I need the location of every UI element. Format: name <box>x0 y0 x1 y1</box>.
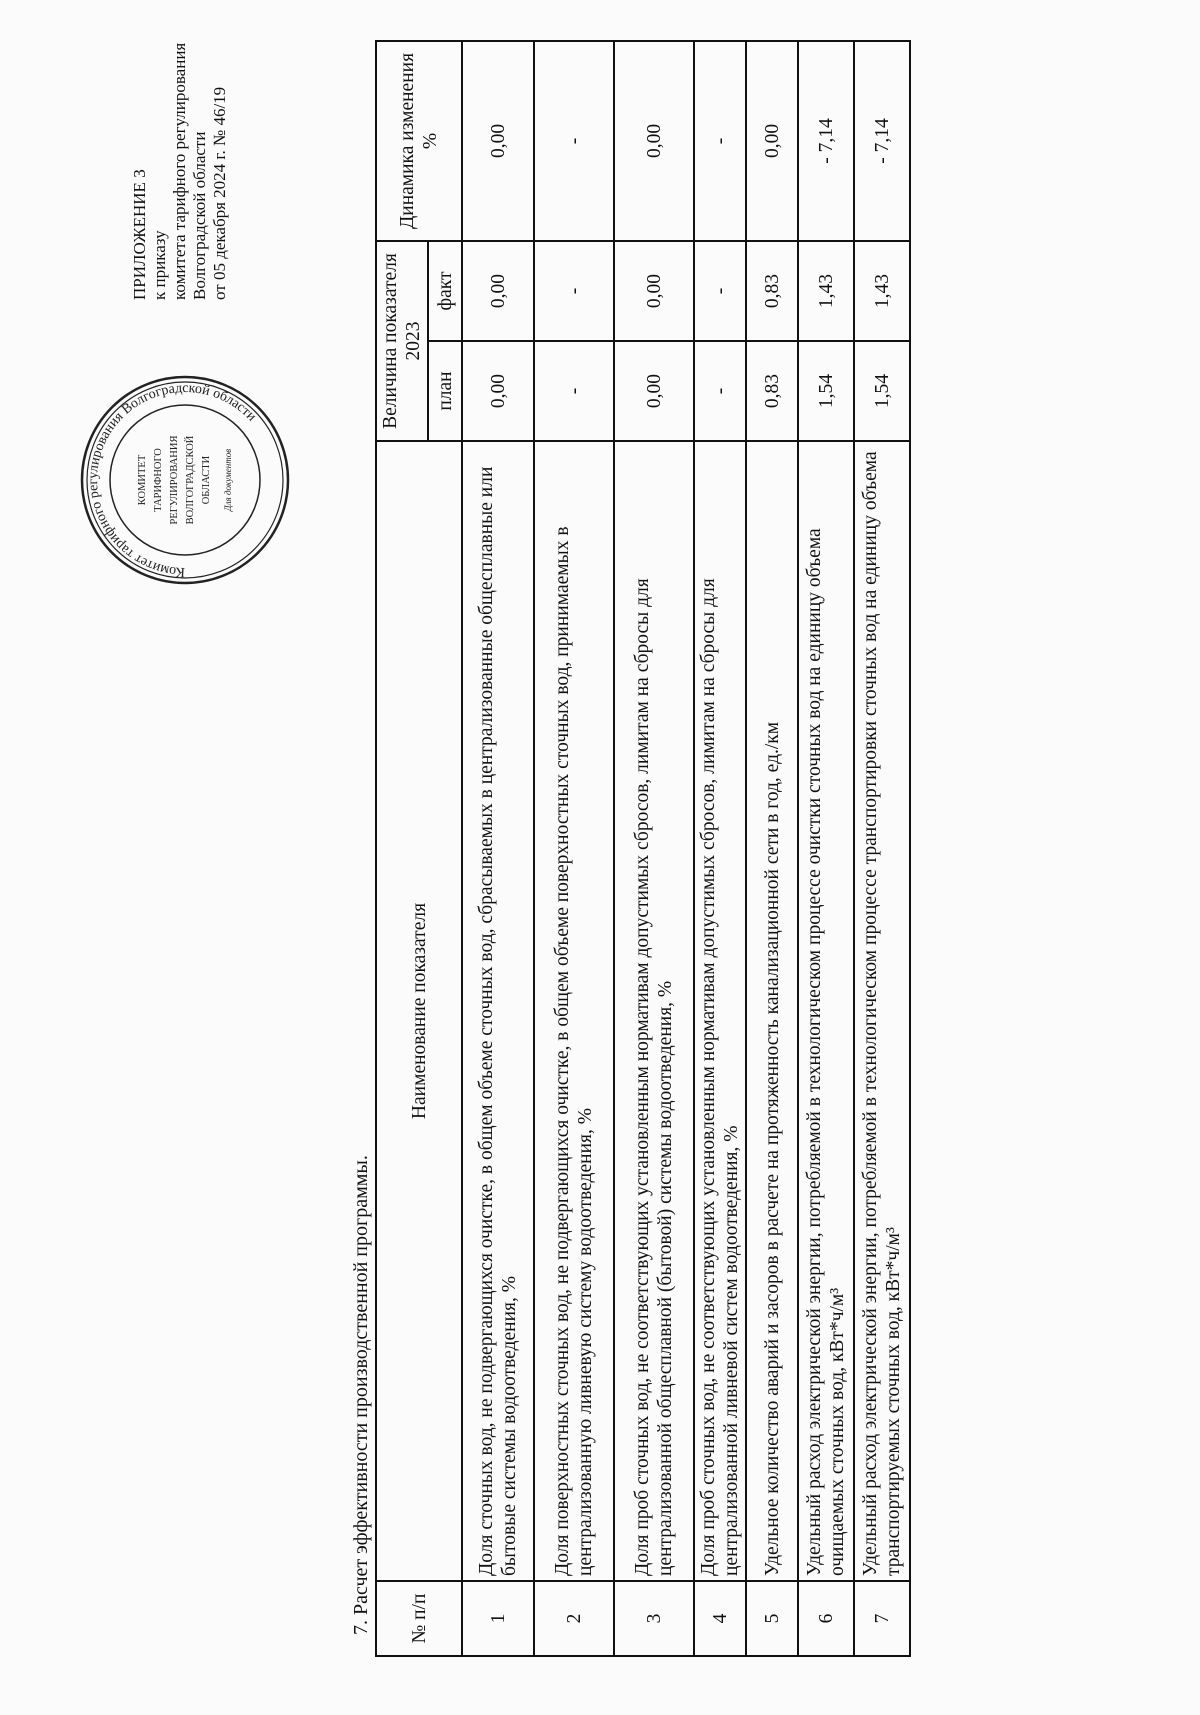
row-number: 2 <box>534 1581 614 1656</box>
table-row <box>746 41 798 1656</box>
indicator-name: Удельный расход электрической энергии, потребляемой в технологическом процессе очистки сточных вод на единицу объема очищаемых сточных вод, кВт*ч/м³ <box>798 441 854 1581</box>
header-name: Наименование показателя <box>376 441 462 1581</box>
row-number: 7 <box>854 1581 910 1656</box>
efficiency-table <box>375 40 911 1657</box>
header-dynamics: Динамика изменения % <box>376 41 462 241</box>
table-row <box>534 41 614 1656</box>
fact-value: 0,83 <box>746 241 798 341</box>
row-number: 4 <box>694 1581 746 1656</box>
region: Волгоградской области <box>190 131 209 300</box>
document-header <box>130 10 230 300</box>
fact-value: 1,43 <box>854 241 910 341</box>
header-value-group: Величина показателя 2023 <box>376 241 428 441</box>
plan-value: 0,00 <box>462 341 534 441</box>
dynamics-value: - <box>694 41 746 241</box>
order-date-number: от 05 декабря 2024 г. № 46/19 <box>210 86 229 300</box>
official-seal <box>75 370 295 590</box>
row-number: 5 <box>746 1581 798 1656</box>
indicator-name: Доля проб сточных вод, не соответствующих установленным нормативам допустимых сбросов, лимитам на сбросы для централизованной ливневой систем водоотведения, % <box>694 441 746 1581</box>
table-row <box>854 41 910 1656</box>
section-caption: 7. Расчет эффективности производственной программы. <box>350 1155 372 1635</box>
seal-outer-text: Комитет тарифного регулирования Волгоградской области <box>85 380 259 580</box>
fact-value: 1,43 <box>798 241 854 341</box>
plan-value: - <box>534 341 614 441</box>
fact-value: 0,00 <box>614 241 694 341</box>
row-number: 1 <box>462 1581 534 1656</box>
dynamics-value: - <box>534 41 614 241</box>
table-row <box>462 41 534 1656</box>
appendix-title: ПРИЛОЖЕНИЕ 3 <box>130 169 149 300</box>
row-number: 3 <box>614 1581 694 1656</box>
header-plan: план <box>428 341 462 441</box>
seal-line-2: ТАРИФНОГО <box>153 448 164 512</box>
header-fact: факт <box>428 241 462 341</box>
indicator-name: Удельное количество аварий и засоров в расчете на протяженность канализационной сети в год, ед./км <box>746 441 798 1581</box>
table-row <box>798 41 854 1656</box>
indicator-name: Доля поверхностных сточных вод, не подвергающихся очистке, в общем объеме поверхностных сточных вод, принимаемых в централизованную ливневую систему водоотведения, % <box>534 441 614 1581</box>
fact-value: - <box>534 241 614 341</box>
plan-value: 1,54 <box>854 341 910 441</box>
plan-value: 0,83 <box>746 341 798 441</box>
row-number: 6 <box>798 1581 854 1656</box>
order-reference: к приказу <box>150 230 169 300</box>
seal-line-4: ВОЛГОГРАДСКОЙ <box>185 435 196 525</box>
seal-line-3: РЕГУЛИРОВАНИЯ <box>169 435 180 525</box>
plan-value: - <box>694 341 746 441</box>
indicator-name: Доля сточных вод, не подвергающихся очистке, в общем объеме сточных вод, сбрасываемых в централизованные общесплавные или бытовые системы водоотведения, % <box>462 441 534 1581</box>
seal-line-1: КОМИТЕТ <box>137 454 148 506</box>
table-row <box>614 41 694 1656</box>
indicator-name: Доля проб сточных вод, не соответствующих установленным нормативам допустимых сбросов, лимитам на сбросы для централизованной общесплавной (бытовой) системы водоотведения, % <box>614 441 694 1581</box>
dynamics-value: - 7,14 <box>798 41 854 241</box>
indicator-name: Удельный расход электрической энергии, потребляемой в технологическом процессе транспортировки сточных вод на единицу объема транспортируемых сточных вод, кВт*ч/м³ <box>854 441 910 1581</box>
plan-value: 1,54 <box>798 341 854 441</box>
issuing-body: комитета тарифного регулирования <box>170 42 189 300</box>
seal-line-5: ОБЛАСТИ <box>201 455 212 505</box>
header-num: № п/п <box>376 1581 462 1656</box>
dynamics-value: 0,00 <box>462 41 534 241</box>
dynamics-value: 0,00 <box>614 41 694 241</box>
table-row <box>694 41 746 1656</box>
table-header-row <box>376 41 428 1656</box>
dynamics-value: 0,00 <box>746 41 798 241</box>
seal-line-6: Для документов <box>223 448 233 512</box>
fact-value: - <box>694 241 746 341</box>
plan-value: 0,00 <box>614 341 694 441</box>
dynamics-value: - 7,14 <box>854 41 910 241</box>
fact-value: 0,00 <box>462 241 534 341</box>
